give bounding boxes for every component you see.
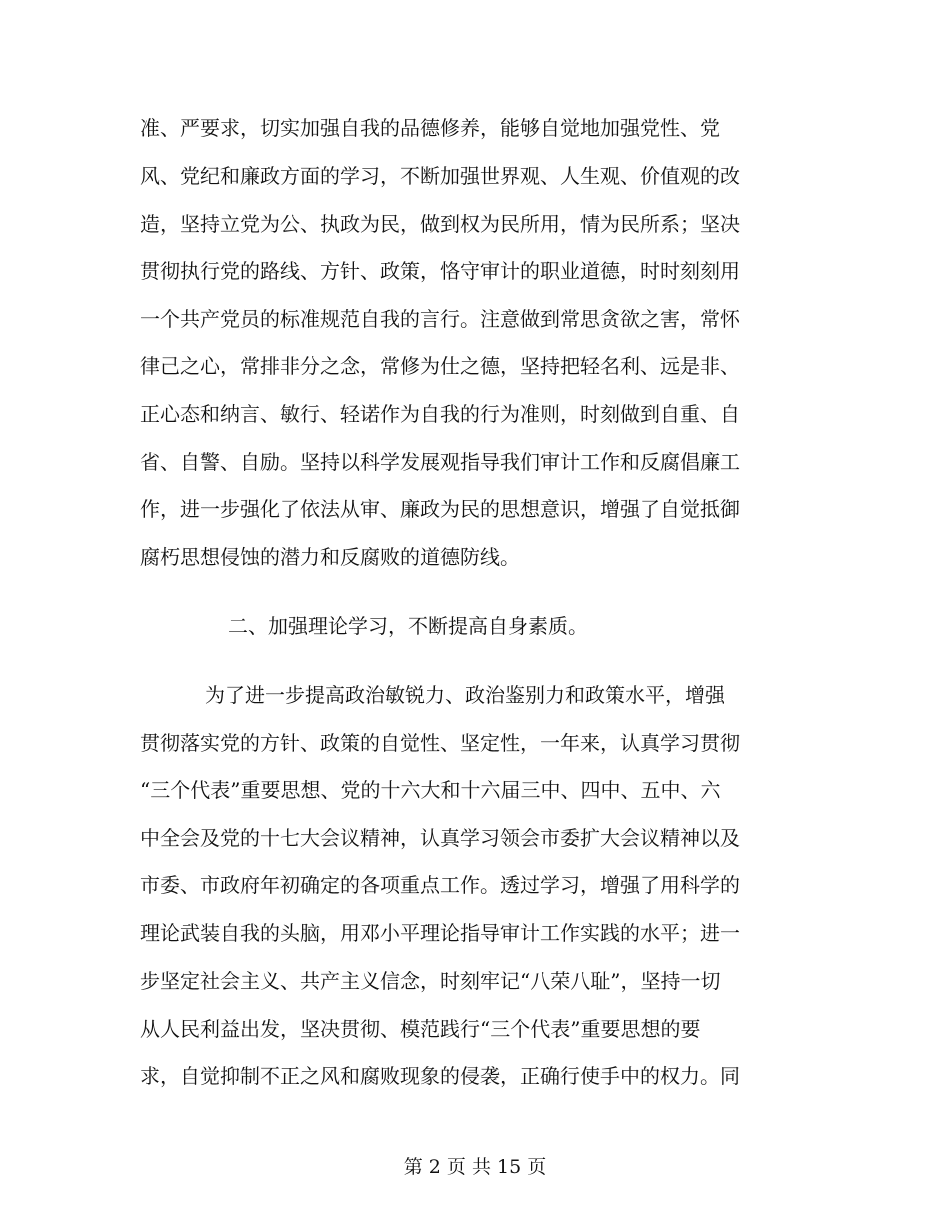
paragraph-line: 省、自警、自励。坚持以科学发展观指导我们审计工作和反腐倡廉工	[140, 450, 740, 474]
page-number-footer: 第 2 页 共 15 页	[403, 1156, 547, 1178]
paragraph-line: 律己之心，常排非分之念，常修为仕之德，坚持把轻名利、远是非、	[140, 354, 740, 378]
paragraph-line: 风、党纪和廉政方面的学习，不断加强世界观、人生观、价值观的改	[140, 164, 740, 188]
paragraph-line: 准、严要求，切实加强自我的品德修养，能够自觉地加强党性、党	[140, 116, 720, 140]
paragraph-line: 从人民利益出发，坚决贯彻、模范践行“三个代表”重要思想的要	[140, 1017, 701, 1041]
paragraph-line: 作，进一步强化了依法从审、廉政为民的思想意识，增强了自觉抵御	[140, 497, 740, 521]
paragraph-line: 市委、市政府年初确定的各项重点工作。透过学习，增强了用科学的	[140, 873, 740, 897]
paragraph-line: 一个共产党员的标准规范自我的言行。注意做到常思贪欲之害，常怀	[140, 307, 740, 331]
paragraph-line: 贯彻落实党的方针、政策的自觉性、坚定性，一年来，认真学习贯彻	[140, 731, 740, 755]
paragraph-line: “三个代表”重要思想、党的十六大和十六届三中、四中、五中、六	[140, 778, 721, 802]
paragraph-line: 贯彻执行党的路线、方针、政策，恪守审计的职业道德，时时刻刻用	[140, 259, 740, 283]
paragraph-line: 求，自觉抑制不正之风和腐败现象的侵袭，正确行使手中的权力。同	[140, 1064, 740, 1088]
paragraph-line: 造，坚持立党为公、执政为民，做到权为民所用，情为民所系；坚决	[140, 212, 740, 236]
paragraph-line: 为了进一步提高政治敏锐力、政治鉴别力和政策水平，增强	[205, 683, 725, 707]
paragraph-line: 中全会及党的十七大会议精神，认真学习领会市委扩大会议精神以及	[140, 826, 740, 850]
paragraph-line: 步坚定社会主义、共产主义信念，时刻牢记“八荣八耻”，坚持一切	[140, 969, 721, 993]
paragraph-line: 理论武装自我的头脑，用邓小平理论指导审计工作实践的水平；进一	[140, 921, 740, 945]
paragraph-line: 正心态和纳言、敏行、轻诺作为自我的行为准则，时刻做到自重、自	[140, 402, 740, 426]
section-heading: 二、加强理论学习，不断提高自身素质。	[228, 614, 588, 638]
paragraph-line: 腐朽思想侵蚀的潜力和反腐败的道德防线。	[140, 545, 520, 569]
